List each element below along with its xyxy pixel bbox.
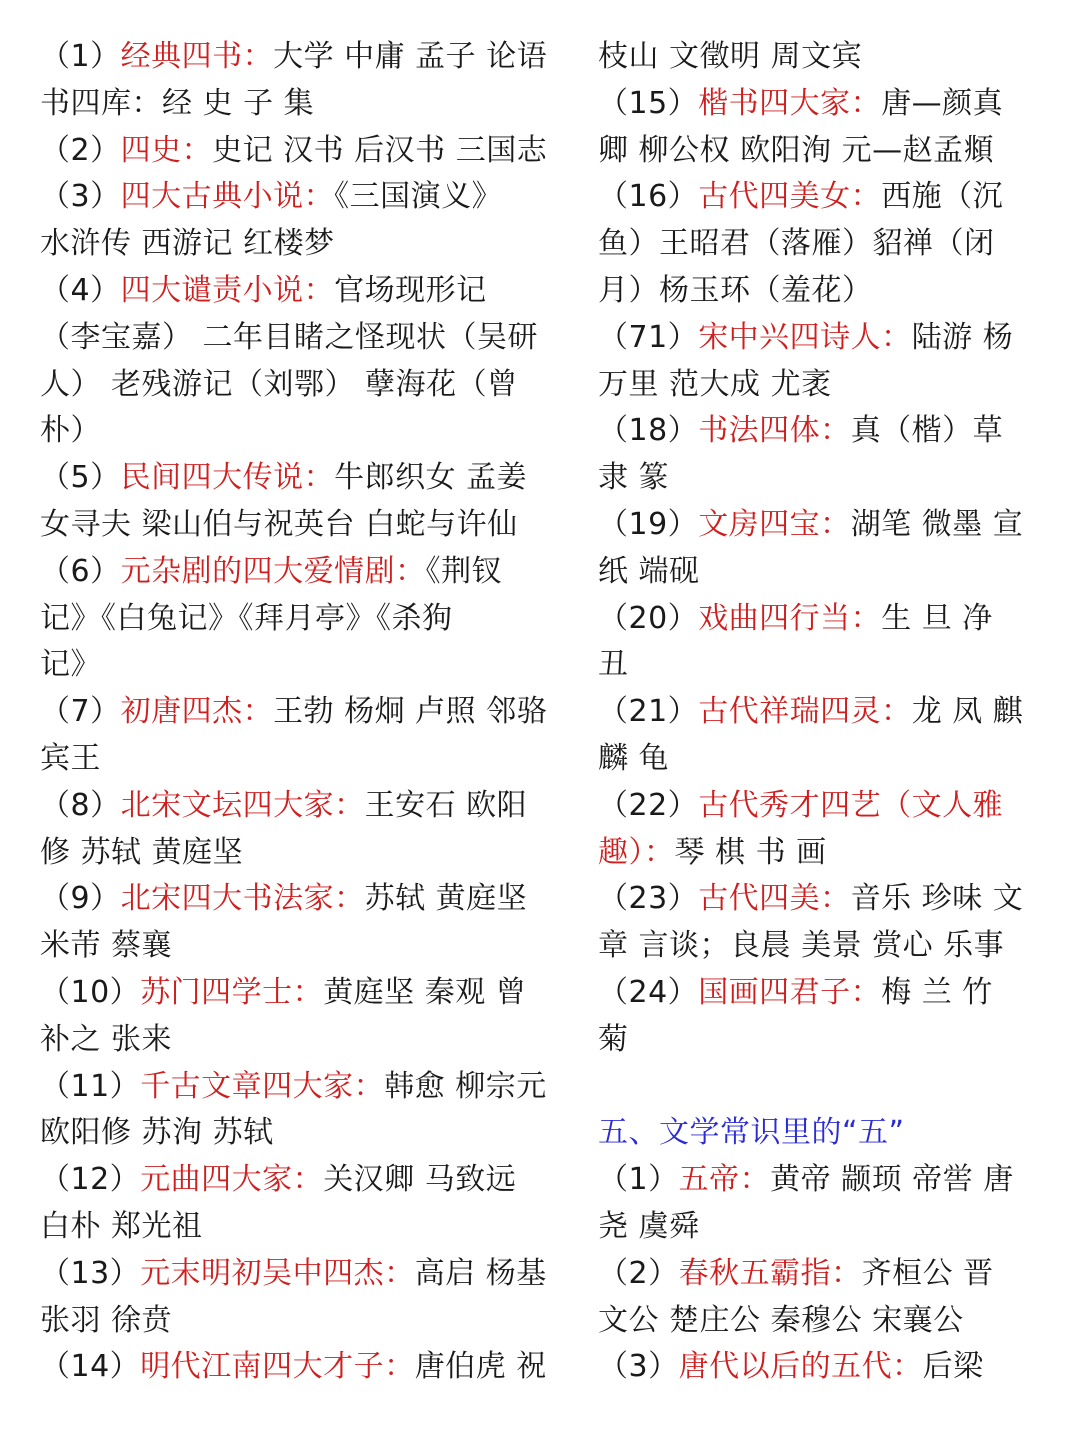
term-heading: 唐代以后的五代： (678, 1349, 923, 1385)
body-text: 唐伯虎 祝 (414, 1349, 547, 1385)
left-line (40, 174, 560, 221)
body-text: 关汉卿 马致远 (323, 1162, 517, 1198)
left-line (40, 1017, 560, 1064)
right-line (598, 221, 1038, 268)
body-text: 陆游 杨 (911, 319, 1014, 355)
term-heading: 古代四美女： (698, 179, 882, 215)
term-heading: 文房四宝： (698, 506, 851, 542)
body-text: 修 苏轼 黄庭坚 (40, 834, 244, 870)
body-text: （5） (40, 460, 121, 496)
left-line (40, 128, 560, 175)
body-text: 真（楷）草 (850, 413, 1004, 449)
body-text: 欧阳修 苏洵 苏轼 (40, 1115, 274, 1151)
body-text: 大学 中庸 孟子 论语 (273, 39, 548, 74)
body-text: （1） (40, 39, 121, 74)
body-text: 音乐 珍味 文 (850, 881, 1024, 917)
body-text: 补之 张来 (40, 1021, 173, 1057)
right-line (598, 268, 1038, 315)
left-line (40, 1157, 560, 1204)
term-heading: 趣）： (598, 834, 675, 870)
term-heading: 楷书四大家： (698, 85, 882, 121)
right-line (598, 549, 1038, 596)
right-line (598, 689, 1038, 736)
body-text: （李宝嘉） 二年目睹之怪现状（吴研 (40, 319, 539, 355)
term-heading: 四大谴责小说： (120, 272, 335, 308)
body-text: （4） (40, 272, 121, 308)
body-text: 张羽 徐贲 (40, 1302, 173, 1338)
right-line (598, 1204, 1038, 1251)
right-line (598, 455, 1038, 502)
left-line (40, 408, 560, 455)
body-text: 白朴 郑光祖 (40, 1208, 203, 1244)
body-text: （23） (598, 881, 699, 917)
body-text: 《三国演义》 (334, 179, 503, 215)
body-text: 后梁 (922, 1349, 984, 1385)
body-text: 万里 范大成 尤袤 (598, 366, 832, 402)
term-heading: 五帝： (678, 1162, 771, 1198)
body-text: （18） (598, 413, 699, 449)
body-text: 朴） (40, 413, 101, 449)
term-heading: 苏门四学士： (140, 974, 324, 1010)
body-text: （8） (40, 787, 121, 823)
body-text: 生 旦 净 (881, 600, 993, 636)
body-text: （10） (40, 974, 141, 1010)
right-line (598, 1017, 1038, 1064)
body-text: 宾王 (40, 740, 101, 776)
section-heading: 五、文学常识里的“五” (598, 1115, 905, 1151)
body-text: 齐桓公 晋 (861, 1255, 994, 1291)
body-text: 尧 虞舜 (598, 1208, 700, 1244)
left-line (40, 1110, 560, 1157)
body-text: 卿 柳公权 欧阳洵 元—赵孟頫 (598, 132, 995, 168)
term-heading: 春秋五霸指： (678, 1255, 862, 1291)
right-line (598, 970, 1038, 1017)
body-text: 纸 端砚 (598, 553, 700, 589)
body-text: （24） (598, 974, 699, 1010)
body-text: （15） (598, 85, 699, 121)
right-line (598, 830, 1038, 877)
body-text: 湖笔 微墨 宣 (850, 506, 1024, 542)
right-line (598, 1157, 1038, 1204)
term-heading: 明代江南四大才子： (140, 1349, 415, 1385)
body-text: （21） (598, 694, 699, 730)
term-heading: 古代四美： (698, 881, 851, 917)
body-text: 记》《白兔记》《拜月亭》《杀狗 (40, 600, 453, 636)
body-text: （12） (40, 1162, 141, 1198)
left-line (40, 1251, 560, 1298)
term-heading: 古代秀才四艺（文人雅 (698, 787, 1004, 823)
right-line (598, 1344, 1038, 1391)
right-column (598, 34, 1038, 1391)
body-text: 梅 兰 竹 (881, 974, 993, 1010)
left-line (40, 736, 560, 783)
body-text: （11） (40, 1068, 141, 1104)
right-line (598, 783, 1038, 830)
term-heading: 宋中兴四诗人： (698, 319, 912, 355)
body-text: （71） (598, 319, 699, 355)
right-line (598, 1251, 1038, 1298)
left-line (40, 596, 560, 643)
body-text: 黄庭坚 秦观 曾 (323, 974, 527, 1010)
body-text: （22） (598, 787, 699, 823)
term-heading: 元曲四大家： (140, 1162, 324, 1198)
term-heading: 戏曲四行当： (698, 600, 882, 636)
body-text: 菊 (598, 1021, 629, 1057)
left-line (40, 502, 560, 549)
body-text: 章 言谈；良晨 美景 赏心 乐事 (598, 928, 1005, 964)
right-line (598, 736, 1038, 783)
left-column (40, 34, 560, 1391)
body-text: 鱼）王昭君（落雁）貂禅（闭 (598, 226, 995, 262)
left-line (40, 1064, 560, 1111)
body-text: 官场现形记 (334, 272, 487, 308)
body-text: 王安石 欧阳 (364, 787, 528, 823)
left-line (40, 34, 560, 81)
body-text: 琴 棋 书 画 (674, 834, 827, 870)
body-text: 女寻夫 梁山伯与祝英台 白蛇与许仙 (40, 506, 518, 542)
body-text: 人） 老残游记（刘鄂） 孽海花（曾 (40, 366, 518, 402)
right-line (598, 128, 1038, 175)
body-text: 高启 杨基 (414, 1255, 547, 1291)
body-text: 枝山 文徵明 周文宾 (598, 39, 863, 74)
right-line (598, 174, 1038, 221)
right-line (598, 1064, 1038, 1111)
body-text: 史记 汉书 后汉书 三国志 (212, 132, 548, 168)
body-text: 西施（沉 (881, 179, 1004, 215)
term-heading: 北宋文坛四大家： (120, 787, 365, 823)
left-line (40, 549, 560, 596)
left-line (40, 315, 560, 362)
right-line (598, 642, 1038, 689)
body-text: 黄帝 颛顼 帝喾 唐 (770, 1162, 1014, 1198)
term-heading: 初唐四杰： (120, 694, 274, 730)
right-line (598, 502, 1038, 549)
right-line (598, 362, 1038, 409)
left-line (40, 642, 560, 689)
right-line (598, 81, 1038, 128)
term-heading: 国画四君子： (698, 974, 882, 1010)
left-line (40, 221, 560, 268)
body-text: （9） (40, 881, 121, 917)
term-heading: 四大古典小说： (120, 179, 335, 215)
body-text: 麟 龟 (598, 740, 670, 776)
body-text: 米芾 蔡襄 (40, 928, 173, 964)
body-text: （3） (40, 179, 121, 215)
left-line (40, 81, 560, 128)
left-line (40, 455, 560, 502)
body-text: （20） (598, 600, 699, 636)
body-text: （14） (40, 1349, 141, 1385)
body-text: 书四库：经 史 子 集 (40, 85, 315, 121)
body-text: （2） (40, 132, 121, 168)
body-text: （6） (40, 553, 121, 589)
body-text: （2） (598, 1255, 679, 1291)
left-line (40, 876, 560, 923)
body-text: 牛郎织女 孟姜 (334, 460, 528, 496)
body-text: 月）杨玉环（羞花） (598, 272, 873, 308)
right-line (598, 1298, 1038, 1345)
left-line (40, 689, 560, 736)
body-text: （1） (598, 1162, 679, 1198)
left-line (40, 783, 560, 830)
term-heading: 经典四书： (120, 39, 274, 74)
body-text: （19） (598, 506, 699, 542)
left-line (40, 970, 560, 1017)
term-heading: 四史： (120, 132, 213, 168)
body-text: （7） (40, 694, 121, 730)
right-line (598, 596, 1038, 643)
body-text: （13） (40, 1255, 141, 1291)
term-heading: 古代祥瑞四灵： (698, 694, 912, 730)
body-text: 王勃 杨炯 卢照 邻骆 (273, 694, 548, 730)
body-text: （3） (598, 1349, 679, 1385)
right-line (598, 34, 1038, 81)
left-line (40, 830, 560, 877)
left-line (40, 1204, 560, 1251)
term-heading: 千古文章四大家： (140, 1068, 385, 1104)
body-text: 苏轼 黄庭坚 (364, 881, 528, 917)
body-text: 隶 篆 (598, 460, 670, 496)
term-heading: 元末明初吴中四杰： (140, 1255, 415, 1291)
body-text: 丑 (598, 647, 629, 683)
term-heading: 书法四体： (698, 413, 851, 449)
right-line (598, 876, 1038, 923)
left-line (40, 923, 560, 970)
body-text: （16） (598, 179, 699, 215)
term-heading: 民间四大传说： (120, 460, 335, 496)
right-line (598, 923, 1038, 970)
right-line (598, 1110, 1038, 1157)
right-line (598, 315, 1038, 362)
body-text: 《荆钗 (425, 553, 503, 589)
body-text: 水浒传 西游记 红楼梦 (40, 226, 335, 262)
body-text: 唐—颜真 (881, 85, 1004, 121)
left-line (40, 1344, 560, 1391)
left-line (40, 268, 560, 315)
body-text: 韩愈 柳宗元 (384, 1068, 547, 1104)
left-line (40, 362, 560, 409)
right-line (598, 408, 1038, 455)
term-heading: 元杂剧的四大爱情剧： (120, 553, 426, 589)
term-heading: 北宋四大书法家： (120, 881, 365, 917)
left-line (40, 1298, 560, 1345)
body-text: 龙 凤 麒 (911, 694, 1024, 730)
body-text: 记》 (40, 647, 101, 683)
body-text: 文公 楚庄公 秦穆公 宋襄公 (598, 1302, 964, 1338)
